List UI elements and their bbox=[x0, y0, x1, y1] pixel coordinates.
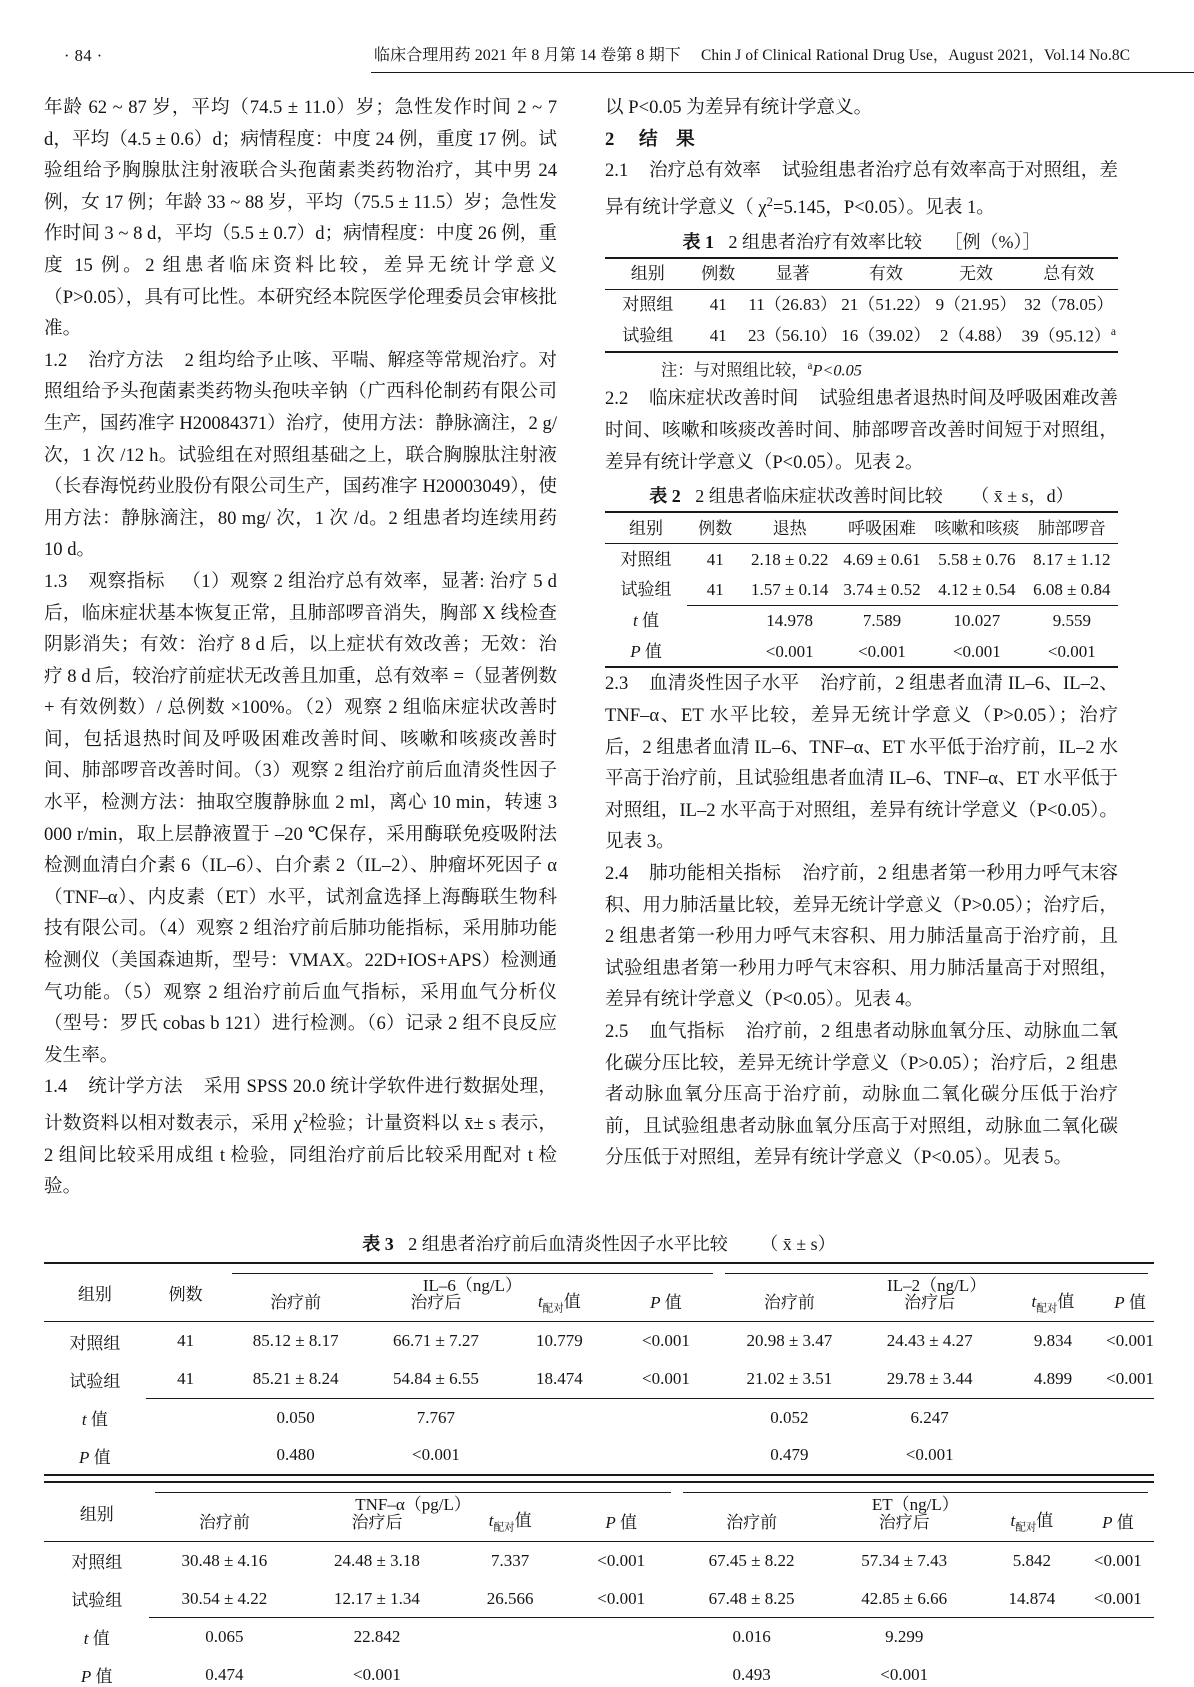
table1-r0-c1: 41 bbox=[691, 289, 746, 320]
section-2-number: 2 bbox=[605, 128, 615, 150]
table1-note-text: 注：与对照组比较， bbox=[661, 360, 808, 380]
table3b-r0-g1-after: 24.48 ± 3.18 bbox=[299, 1541, 454, 1580]
table1-row bbox=[605, 289, 1118, 320]
table3a-p-g2-pad2 bbox=[1106, 1436, 1154, 1475]
table2-p-word: 值 bbox=[644, 641, 662, 661]
table3b-r0-g1-t: 7.337 bbox=[455, 1541, 566, 1580]
section-2-5 bbox=[605, 1016, 1118, 1174]
table3a-data-row bbox=[44, 1360, 1154, 1398]
table3a-p-g2-pad1 bbox=[1000, 1436, 1106, 1475]
table1-caption bbox=[605, 227, 1118, 257]
table2-p-symbol: P bbox=[630, 641, 641, 661]
table3b-r1-g2-t: 14.874 bbox=[1008, 1588, 1056, 1608]
table2-header-cough: 咳嗽和咳痰 bbox=[928, 512, 1025, 544]
chi-square-exponent-2: 2 bbox=[766, 194, 773, 209]
table3b-r1-g1-before: 30.54 ± 4.22 bbox=[181, 1588, 268, 1608]
section-2-4-body: 治疗前，2 组患者第一秒用力呼气末容积、用力肺活量比较，差异无统计学意义（P>0.05）；治疗后，2 组患者第一秒用力呼气末容积、用力肺活量高于治疗前，且试验组患者第一秒用力呼气末容积、用力肺活量高于对照组，差异有统计学意义（P<0.05）。见表 4。 bbox=[605, 862, 1118, 1011]
table2-label: 表 2 bbox=[649, 486, 681, 507]
table2-p-row bbox=[605, 636, 1118, 667]
table1-header-effective: 有效 bbox=[839, 258, 932, 290]
table1-header-ineffective: 无效 bbox=[933, 258, 1020, 290]
table2-t-row bbox=[605, 605, 1118, 636]
table3a-t-g1-pad2 bbox=[613, 1398, 720, 1436]
table3a-r0-g1-before: 85.12 ± 8.17 bbox=[226, 1322, 366, 1361]
table3b-t-word-2: 值 bbox=[1036, 1510, 1054, 1530]
table1-header-group: 组别 bbox=[605, 258, 691, 290]
table3b-p-g2-before: 0.493 bbox=[732, 1664, 771, 1684]
table3a-r1-group: 试验组 bbox=[69, 1371, 121, 1391]
table3a-p-symbol-2: P bbox=[1114, 1293, 1125, 1313]
table3a-t-g2-pad2 bbox=[1106, 1398, 1154, 1436]
table3a-p-row bbox=[44, 1436, 1154, 1475]
table3b-sub-g1-t bbox=[455, 1499, 566, 1541]
journal-title-cn: 临床合理用药 2021 年 8 月第 14 卷第 8 期下 bbox=[374, 47, 681, 64]
table3b-grouptitle-row bbox=[44, 1482, 1154, 1499]
table3a-r1-g2-before: 21.02 ± 3.51 bbox=[746, 1369, 833, 1389]
table3b-r0-g2-after: 57.34 ± 7.43 bbox=[827, 1541, 982, 1580]
paragraph-patient-baseline: 年龄 62 ~ 87 岁，平均（74.5 ± 11.0）岁；急性发作时间 2 ~ 7 d，平均（4.5 ± 0.6）d；病情程度：中度 24 例，重度 17 例。试验组给予胸腺肽注射液联合头孢菌素类药物治疗，其中男 24 例，女 17 例；年龄 33 ~ 88 岁，平均（75.5 ± 11.5）岁；急性发作时间 3 ~ 8 d，平均（5.5 ± 0.7）d；病情程度：中度 26 例，重度 15 例。2 组患者临床资料比较，差异无统计学意义（P>0.05），具有可比性。本研究经本院医学伦理委员会审核批准。 bbox=[44, 97, 557, 340]
table3b-p-symbol: P bbox=[605, 1512, 616, 1532]
table3b-r0-g1-p: <0.001 bbox=[566, 1541, 677, 1580]
table3b-r0-group: 对照组 bbox=[44, 1541, 149, 1580]
table3b-p-g2-after: <0.001 bbox=[880, 1664, 929, 1684]
table2-r0-c4: 5.58 ± 0.76 bbox=[928, 544, 1025, 575]
table3a-t-symbol: t bbox=[537, 1291, 543, 1311]
table2-r0-c1: 41 bbox=[687, 544, 743, 575]
table3b-t-g1-after: 22.842 bbox=[299, 1618, 454, 1656]
table3b-p-g1-pad1 bbox=[455, 1656, 566, 1687]
journal-header bbox=[374, 42, 1154, 65]
table3b-p-g2-pad1 bbox=[982, 1656, 1082, 1687]
table1-note-tail: P<0.05 bbox=[812, 360, 862, 380]
table3a-t-g1-after: 7.767 bbox=[366, 1398, 506, 1436]
section-2-3-title: 血清炎性因子水平 bbox=[649, 673, 800, 695]
table3a-sub-g2-t bbox=[1000, 1280, 1106, 1322]
table2-p-c4: <0.001 bbox=[952, 641, 1001, 661]
table3a-p-symbol: P bbox=[650, 1293, 661, 1313]
table3b-p-g1-before: 0.474 bbox=[205, 1664, 244, 1684]
section-1-4-number: 1.4 bbox=[44, 1076, 68, 1098]
table3a-t-g2-pad1 bbox=[1000, 1398, 1106, 1436]
table3a-t-subscript-2: 配对 bbox=[1036, 1302, 1058, 1314]
table3a-t-row bbox=[44, 1398, 1154, 1436]
table3a-trow-symbol: t bbox=[81, 1409, 87, 1429]
table1-r1-c3: 16（39.02） bbox=[841, 325, 931, 345]
table2-t-c3: 7.589 bbox=[836, 605, 928, 636]
section-2-1-title: 治疗总有效率 bbox=[649, 160, 762, 182]
table2-unit: （ x̄ ± s，d） bbox=[971, 486, 1074, 507]
table1-r0-c0: 对照组 bbox=[605, 289, 691, 320]
table2-p-c2: <0.001 bbox=[765, 641, 814, 661]
table3a-group1-rule bbox=[232, 1273, 714, 1274]
table3b-p-g2-pad2 bbox=[1082, 1656, 1154, 1687]
table3b-p-word-2: 值 bbox=[1116, 1512, 1134, 1532]
journal-title-en: Chin J of Clinical Rational Drug Use，August 2021，Vol.14 No.8C bbox=[701, 47, 1131, 64]
table3a-p-g1-after: <0.001 bbox=[412, 1445, 460, 1465]
section-2-5-number: 2.5 bbox=[605, 1020, 629, 1042]
table1-header-n: 例数 bbox=[691, 258, 746, 290]
table3a-t-blank bbox=[146, 1398, 226, 1436]
table3a-r1-g1-t: 18.474 bbox=[535, 1369, 583, 1389]
table3b-trow-word: 值 bbox=[92, 1629, 110, 1649]
section-2-4-title: 肺功能相关指标 bbox=[649, 862, 782, 884]
table3b-group1-title: TNF–α（pg/L） bbox=[149, 1482, 676, 1499]
table3b-r1-g2-p: <0.001 bbox=[1093, 1588, 1142, 1608]
table3a-r1-g1-p: <0.001 bbox=[642, 1369, 690, 1389]
table3b-r1-g2-before: 67.48 ± 8.25 bbox=[708, 1588, 795, 1608]
table1-r0-c2: 11（26.83） bbox=[746, 289, 839, 320]
table3-block-b bbox=[44, 1481, 1154, 1687]
table3a-p-blank bbox=[146, 1436, 226, 1475]
table3b-prow-word: 值 bbox=[95, 1667, 113, 1687]
table2-r1-c3: 3.74 ± 0.52 bbox=[843, 580, 921, 600]
table3a-t-g2-before: 0.052 bbox=[719, 1398, 859, 1436]
table3a-r1-g1-before: 85.21 ± 8.24 bbox=[252, 1369, 339, 1389]
table3-caption bbox=[44, 1231, 1154, 1258]
table3b-p-g1-pad2 bbox=[566, 1656, 677, 1687]
table1-r1-c0: 试验组 bbox=[622, 325, 674, 345]
table3a-r1-g1-after: 54.84 ± 6.55 bbox=[393, 1369, 479, 1389]
table3b-prow-symbol: P bbox=[80, 1667, 92, 1687]
table3a-group1-title: IL–6（ng/L） bbox=[226, 1263, 720, 1280]
table2-header-group: 组别 bbox=[605, 512, 687, 544]
table2-r0-c0: 对照组 bbox=[605, 544, 687, 575]
table3a-p-g1-pad1 bbox=[506, 1436, 613, 1475]
table3b-sub-g1-after: 治疗后 bbox=[351, 1512, 403, 1532]
table2-row bbox=[605, 544, 1118, 575]
table3a-t-g2-after: 6.247 bbox=[860, 1398, 1000, 1436]
table2-t-word: 值 bbox=[642, 611, 660, 631]
table1-r1-c5-value: 39（95.12） bbox=[1021, 326, 1111, 346]
table3b-t-g1-before: 0.065 bbox=[149, 1618, 299, 1656]
section-2-1-body-first: 试验组患者治疗总有效率高于对照组，差异有统计学意义（ χ bbox=[605, 160, 1118, 218]
table3a-r0-g1-t: 10.779 bbox=[506, 1322, 613, 1361]
table3a-r0-g2-before: 20.98 ± 3.47 bbox=[719, 1322, 859, 1361]
table3b-data-row bbox=[44, 1580, 1154, 1618]
chi-square-exponent: 2 bbox=[302, 1111, 309, 1125]
section-1-4 bbox=[44, 1071, 557, 1203]
table2-caption bbox=[605, 481, 1118, 511]
table3b-sub-g1-before: 治疗前 bbox=[198, 1512, 250, 1532]
section-2-3-body: 治疗前，2 组患者血清 IL–6、IL–2、TNF–α、ET 水平比较，差异无统计学意义（P>0.05）；治疗后，2 组患者血清 IL–6、TNF–α、ET 水平低于治疗前，IL–2 水平高于治疗前，且试验组患者血清 IL–6、TNF–α、ET 水平低于对照组，IL–2 水平高于对照组，差异有统计学意义（P<0.05）。见表 3。 bbox=[605, 673, 1118, 853]
table3b-t-g2-pad2 bbox=[1082, 1618, 1154, 1656]
table1 bbox=[605, 257, 1118, 353]
table3b-sub-g2-before: 治疗前 bbox=[726, 1512, 778, 1532]
table3b-trow-symbol: t bbox=[83, 1629, 89, 1649]
table3b-r0-g2-p: <0.001 bbox=[1082, 1541, 1154, 1580]
section-2-3 bbox=[605, 668, 1118, 858]
table1-r0-c4: 9（21.95） bbox=[933, 289, 1020, 320]
table3a-r0-g2-t: 9.834 bbox=[1000, 1322, 1106, 1361]
table2-r0-c3: 4.69 ± 0.61 bbox=[836, 544, 928, 575]
table3a-t-word: 值 bbox=[563, 1291, 581, 1311]
section-2-2-number: 2.2 bbox=[605, 388, 629, 410]
table1-r0-c5: 32（78.05） bbox=[1020, 289, 1118, 320]
table3b-group2-rule bbox=[683, 1492, 1148, 1493]
section-1-3-body: （1）观察 2 组治疗总有效率，显著: 治疗 5 d 后，临床症状基本恢复正常，且肺部啰音消失，胸部 X 线检查阴影消失；有效：治疗 8 d 后，以上症状有效改善；无效：治疗 8 d 后，较治疗前症状无改善且加重，总有效率 =（显著例数 + 有效例数）/ 总例数 ×100%。（2）观察 2 组临床症状改善时间，包括退热时间及呼吸困难改善时间、咳嗽和咳痰改善时间、肺部啰音改善时间。（3）观察 2 组治疗前后血清炎性因子水平，检测方法：抽取空腹静脉血 2 ml，离心 10 min，转速 3 000 r/min，取上层静液置于 –20 ℃保存，采用酶联免疫吸附法检测血清白介素 6（IL–6）、白介素 2（IL–2）、肿瘤坏死因子 α（TNF–α）、内皮素（ET）水平，试剂盒选择上海酶联生物科技有限公司。（4）观察 2 组治疗前后肺功能指标，采用肺功能检测仪（美国森迪斯，型号：VMAX。22D+IOS+APS）检测通气功能。（5）观察 2 组治疗前后血气指标，采用血气分析仪（型号：罗氏 cobas b 121）进行检测。（6）记录 2 组不良反应发生率。 bbox=[44, 570, 557, 1066]
table3a-t-symbol-2: t bbox=[1031, 1291, 1037, 1311]
table3a-t-label bbox=[44, 1398, 146, 1436]
table2-t-c2: 14.978 bbox=[744, 605, 836, 636]
table3a-r0-g1-after: 66.71 ± 7.27 bbox=[366, 1322, 506, 1361]
table3a-sub-g1-p bbox=[613, 1280, 720, 1322]
table2-p-blank bbox=[687, 636, 743, 667]
table3a-prow-word: 值 bbox=[93, 1447, 111, 1467]
section-2-2-body: 试验组患者退热时间及呼吸困难改善时间、咳嗽和咳痰改善时间、肺部啰音改善时间短于对照组，差异有统计学意义（P<0.05）。见表 2。 bbox=[605, 388, 1118, 473]
table3a-header-n: 例数 bbox=[168, 1285, 203, 1305]
table2-t-c5: 9.559 bbox=[1026, 605, 1118, 636]
table3b-p-row bbox=[44, 1656, 1154, 1687]
table3b-subheader-row bbox=[44, 1499, 1154, 1541]
table2-row bbox=[605, 575, 1118, 606]
table3a-header-group: 组别 bbox=[77, 1285, 112, 1305]
table2-r1-c4: 4.12 ± 0.54 bbox=[938, 580, 1016, 600]
section-2-1 bbox=[605, 155, 1118, 223]
table2-r0-c5: 8.17 ± 1.12 bbox=[1026, 544, 1118, 575]
section-1-4-title: 统计学方法 bbox=[88, 1076, 183, 1098]
section-2-3-number: 2.3 bbox=[605, 673, 629, 695]
table3b-t-subscript-2: 配对 bbox=[1015, 1522, 1037, 1534]
table1-label: 表 1 bbox=[682, 231, 714, 252]
table3b-r0-g2-before: 67.45 ± 8.22 bbox=[677, 1541, 827, 1580]
table2-r1-c0: 试验组 bbox=[620, 580, 672, 600]
table3a-p-g2-after: <0.001 bbox=[905, 1445, 954, 1465]
table2-r0-c2: 2.18 ± 0.22 bbox=[744, 544, 836, 575]
table3a-p-g1-before: 0.480 bbox=[276, 1445, 315, 1465]
table3b-sub-g2-t bbox=[982, 1499, 1082, 1541]
table3a-t-subscript: 配对 bbox=[542, 1302, 564, 1314]
section-2-1-body-rest: =5.145，P<0.05）。见表 1。 bbox=[772, 196, 995, 218]
table3b-p-symbol-2: P bbox=[1102, 1512, 1113, 1532]
table3b-r1-g1-t: 26.566 bbox=[486, 1588, 534, 1608]
table3a-p-g1-pad2 bbox=[613, 1436, 720, 1475]
section-1-4-body-first: 采用 SPSS 20.0 统计学软件进行数据处理，计数资料以相对数表示，采用 χ bbox=[44, 1076, 557, 1135]
table1-footnote-marker: a bbox=[1110, 324, 1116, 338]
table1-header-marked: 显著 bbox=[746, 258, 839, 290]
table2-header-n: 例数 bbox=[687, 512, 743, 544]
table2-t-symbol: t bbox=[633, 611, 638, 631]
table1-note-marker: a bbox=[807, 359, 813, 372]
table2-t-blank bbox=[687, 605, 743, 636]
table3b-t-label bbox=[44, 1618, 149, 1656]
table2-r1-c1: 41 bbox=[706, 580, 724, 600]
table3a-sub-g2-before: 治疗前 bbox=[763, 1293, 815, 1313]
table3a-p-word-2: 值 bbox=[1128, 1293, 1146, 1313]
table2-header-dyspnea: 呼吸困难 bbox=[836, 512, 928, 544]
table3-label: 表 3 bbox=[362, 1234, 394, 1254]
section-2-1-number: 2.1 bbox=[605, 160, 629, 182]
table3a-p-word: 值 bbox=[664, 1293, 682, 1313]
table3a-sub-g1-t bbox=[506, 1280, 613, 1322]
table3b-r0-g1-before: 30.48 ± 4.16 bbox=[149, 1541, 299, 1580]
table1-title: 2 组患者治疗有效率比较 bbox=[728, 231, 922, 252]
table3a-trow-word: 值 bbox=[90, 1409, 108, 1429]
table3a-r1-g2-after: 29.78 ± 3.44 bbox=[886, 1369, 973, 1389]
table3a-p-g2-before: 0.479 bbox=[770, 1445, 809, 1465]
table2-p-label bbox=[605, 636, 687, 667]
table3a-sub-g2-after: 治疗后 bbox=[904, 1293, 956, 1313]
table3a-t-g1-before: 0.050 bbox=[226, 1398, 366, 1436]
table3-title: 2 组患者治疗前后血清炎性因子水平比较 bbox=[408, 1234, 728, 1254]
table2-title: 2 组患者临床症状改善时间比较 bbox=[695, 486, 943, 507]
table3a-r0-g2-after: 24.43 ± 4.27 bbox=[860, 1322, 1000, 1361]
page-folio: · 84 · bbox=[64, 46, 103, 65]
table3b-header-group: 组别 bbox=[79, 1504, 114, 1524]
table3b-t-symbol: t bbox=[488, 1510, 494, 1530]
table3b-r1-g2-after: 42.85 ± 6.66 bbox=[861, 1588, 948, 1608]
section-2-2-title: 临床症状改善时间 bbox=[649, 388, 799, 410]
table3b-t-g1-pad2 bbox=[566, 1618, 677, 1656]
table3b-group1-rule bbox=[155, 1492, 670, 1493]
section-1-3-number: 1.3 bbox=[44, 570, 68, 592]
left-column bbox=[44, 92, 557, 1203]
table3-block-a bbox=[44, 1262, 1154, 1476]
table1-r1-c5 bbox=[1020, 320, 1118, 352]
table3b-t-g2-after: 9.299 bbox=[827, 1618, 982, 1656]
table3b-r0-g2-t: 5.842 bbox=[982, 1541, 1082, 1580]
table3b-r1-g1-after: 12.17 ± 1.34 bbox=[334, 1588, 420, 1608]
table3b-sub-g2-after: 治疗后 bbox=[878, 1512, 930, 1532]
table2-header-rales: 肺部啰音 bbox=[1026, 512, 1118, 544]
table1-r0-c3: 21（51.22） bbox=[839, 289, 932, 320]
table3b-sub-g1-p bbox=[566, 1499, 677, 1541]
table2-r1-c5: 6.08 ± 0.84 bbox=[1033, 580, 1111, 600]
table3a-r0-g1-p: <0.001 bbox=[613, 1322, 720, 1361]
section-2-4 bbox=[605, 858, 1118, 1016]
running-head bbox=[44, 38, 1154, 78]
table1-note bbox=[605, 353, 1118, 383]
table3b-data-row bbox=[44, 1541, 1154, 1580]
table3a-group2-rule bbox=[725, 1273, 1148, 1274]
table3b-t-symbol-2: t bbox=[1010, 1510, 1016, 1530]
table3a-r0-g2-p: <0.001 bbox=[1106, 1322, 1154, 1361]
section-2-5-body: 治疗前，2 组患者动脉血氧分压、动脉血二氧化碳分压比较，差异无统计学意义（P>0.05）；治疗后，2 组患者动脉血氧分压高于治疗前，动脉血二氧化碳分压低于治疗前，且试验组患者动脉血氧分压高于对照组，动脉血二氧化碳分压低于对照组，差异有统计学意义（P<0.05）。见表 5。 bbox=[605, 1020, 1118, 1169]
table2-header-fever: 退热 bbox=[744, 512, 836, 544]
table3a-grouptitle-row bbox=[44, 1263, 1154, 1280]
table1-r1-c1: 41 bbox=[709, 325, 727, 345]
table3a-t-g1-pad1 bbox=[506, 1398, 613, 1436]
table2-p-c3: <0.001 bbox=[858, 641, 906, 661]
table3b-group2-title: ET（ng/L） bbox=[677, 1482, 1154, 1499]
section-2-5-title: 血气指标 bbox=[649, 1020, 725, 1042]
section-1-3 bbox=[44, 566, 557, 1072]
table3a-sub-g1-after: 治疗后 bbox=[410, 1293, 462, 1313]
table3b-p-g1-after: <0.001 bbox=[353, 1664, 401, 1684]
table3-unit: （ x̄ ± s） bbox=[760, 1234, 836, 1254]
section-2-title: 结 果 bbox=[638, 128, 695, 150]
table2-r1-c2: 1.57 ± 0.14 bbox=[750, 580, 829, 600]
table1-header-total: 总有效 bbox=[1020, 258, 1118, 290]
section-1-3-title: 观察指标 bbox=[88, 570, 165, 592]
table1-header-row bbox=[605, 258, 1118, 290]
table3-block bbox=[44, 1231, 1154, 1687]
table3a-prow-symbol: P bbox=[79, 1447, 90, 1467]
table3a-group2-title: IL–2（ng/L） bbox=[719, 1263, 1154, 1280]
table3b-r1-g1-p: <0.001 bbox=[597, 1588, 646, 1608]
section-2-heading bbox=[605, 124, 1118, 156]
table3b-r1-group: 试验组 bbox=[71, 1591, 123, 1611]
table1-unit: ［例（%）］ bbox=[944, 231, 1041, 252]
table3b-t-row bbox=[44, 1618, 1154, 1656]
table3b-t-word: 值 bbox=[514, 1510, 532, 1530]
table3b-t-subscript: 配对 bbox=[493, 1522, 515, 1534]
table3a-sub-g2-p bbox=[1106, 1280, 1154, 1322]
table3b-t-g2-before: 0.016 bbox=[677, 1618, 827, 1656]
table3a-r1-n: 41 bbox=[177, 1369, 195, 1389]
table2-t-c4: 10.027 bbox=[928, 605, 1025, 636]
section-2-4-number: 2.4 bbox=[605, 862, 629, 884]
table3a-data-row bbox=[44, 1322, 1154, 1361]
table3a-sub-g1-before: 治疗前 bbox=[270, 1293, 322, 1313]
table1-row bbox=[605, 320, 1118, 352]
table3a-r1-g2-p: <0.001 bbox=[1106, 1369, 1154, 1389]
table2-t-label bbox=[605, 605, 687, 636]
table3b-t-g1-pad1 bbox=[455, 1618, 566, 1656]
section-1-4-body-rest: 检验；计量资料以 x̄± s 表示，2 组间比较采用成组 t 检验，同组治疗前后比较采用配对 t 检验。 bbox=[44, 1113, 557, 1198]
table3a-p-label bbox=[44, 1436, 146, 1475]
paragraph-significance: 以 P<0.05 为差异有统计学意义。 bbox=[605, 97, 873, 118]
table3b-p-word: 值 bbox=[619, 1512, 637, 1532]
table3a-t-word-2: 值 bbox=[1057, 1291, 1075, 1311]
header-rule bbox=[371, 72, 1194, 73]
right-column bbox=[605, 92, 1118, 1174]
table1-r1-c4: 2（4.88） bbox=[939, 325, 1013, 345]
section-2-2 bbox=[605, 383, 1118, 478]
table2 bbox=[605, 511, 1118, 668]
table3a-r1-g2-t: 4.899 bbox=[1033, 1369, 1073, 1389]
table3a-r0-group: 对照组 bbox=[44, 1322, 146, 1361]
table3b-p-label bbox=[44, 1656, 149, 1687]
table1-r1-c2: 23（56.10） bbox=[748, 325, 838, 345]
section-1-2-body: 2 组均给予止咳、平喘、解痉等常规治疗。对照组给予头孢菌素类药物头孢呋辛钠（广西科伦制药有限公司生产，国药准字 H20084371）治疗，使用方法：静脉滴注，2 g/ 次，1 次 /12 h。试验组在对照组基础之上，联合胸腺肽注射液（长春海悦药业股份有限公司生产，国药准字 H20003049），使用方法：静脉滴注，80 mg/ 次，1 次 /d。2 组患者均连续用药 10 d。 bbox=[44, 349, 557, 561]
section-1-2-title: 治疗方法 bbox=[88, 349, 164, 371]
table2-header-row bbox=[605, 512, 1118, 544]
table3b-sub-g2-p bbox=[1082, 1499, 1154, 1541]
section-1-2 bbox=[44, 345, 557, 566]
section-1-2-number: 1.2 bbox=[44, 349, 68, 371]
table2-p-c5: <0.001 bbox=[1047, 641, 1096, 661]
table3a-r0-n: 41 bbox=[146, 1322, 226, 1361]
table3b-t-g2-pad1 bbox=[982, 1618, 1082, 1656]
